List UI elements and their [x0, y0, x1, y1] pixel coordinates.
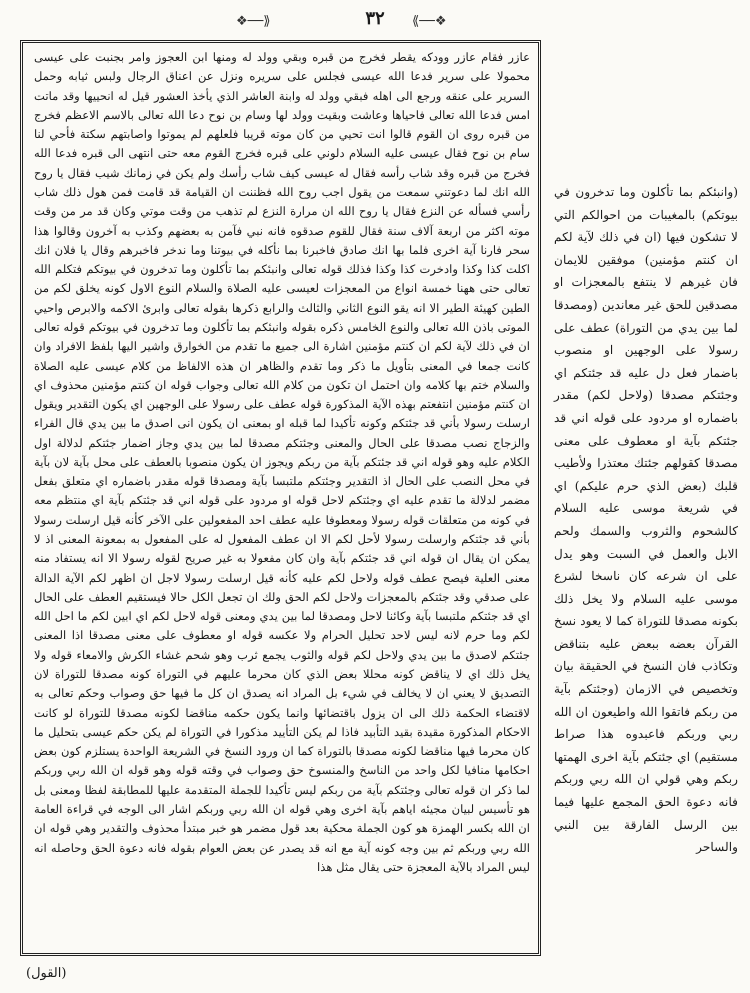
- page-number: ٣٢: [365, 8, 385, 29]
- main-commentary-text: [34, 48, 530, 950]
- catchword: (القول): [26, 966, 67, 981]
- margin-commentary: [554, 181, 738, 855]
- page-header: [0, 6, 750, 32]
- header-ornament-right: ⟪──❖: [412, 14, 447, 29]
- margin-paragraph: (وانبئكم بما تأكلون وما تدخرون في بيوتكم) بالمغيبات من احوالكم التي لا تشكون فيها (ان في ذلك لآية لكم ان كنتم مؤمنين) موفقين للايمان فان غيرهم لا ينتفع بالمعجزات او مصدقين للحق غير معاندين (ومصدقا لما بين يدي من التوراة) عطف على رسولا على الوجهين او منصوب باضمار فعل دل عليه قد جئتكم اي وجئتكم مصدقا (ولاحل لكم) مقدر باضماره او مردود على قوله اني قد جئتكم بآية او معطوف على معنى مصدقا كقولهم جئتك معتذرا ولأطيب قلبك (بعض الذي حرم عليكم) اي في شريعة موسى عليه السلام كالشحوم والثروب والسمك ولحم الابل والعمل في السبت وهو يدل على ان شرعه كان ناسخا لشرع موسى عليه السلام ولا يخل ذلك بكونه مصدقا للتوراة كما لا يعود نسخ القرآن بعضه ببعض عليه بتناقض وتكاذب فان النسخ في الحقيقة بيان وتخصيص في الازمان (وجئتكم بآية من ربكم فاتقوا الله واطيعون ان الله ربي وربكم فاعبدوه هذا صراط مستقيم) اي جئتكم بآية اخرى الهمتها ربكم وهي قولي ان الله ربي وربكم فانه دعوة الحق المجمع عليها فيما بين الرسل الفارقة بين النبي والساحر: [554, 185, 738, 855]
- commentary-paragraph: عازر فقام عازر وودكه يقطر فخرج من قبره وبقي وولد له ومنها ابن العجوز وامر بجنبت على عيسى محمولا على سرير فدعا الله عيسى فجلس على سريره ونزل عن اعناق الرجال ولبس ثيابه وحمل السرير على عنقه ورجع الى اهله فبقي وولد له وابنة العاشر الذي يأخذ العشور قيل له انحييها وقد ماتت امس فدعا الله تعالى فاحياها وعاشت وبقيت وولد لها وسام بن نوح دعا الله تعالى بالاسم الاعظم فخرج من قبره روى ان القوم قالوا انت تحيي من كان موته قريبا فلعلهم لم يموتوا واصابتهم سكتة فأحي لنا سام بن نوح فقال عيسى عليه السلام دلوني على قبره فخرج القوم معه حتى انتهى الى قبره فدعا الله فخرج من قبره وقد شاب رأسه فقال له عيسى كيف شاب رأسك ولم يكن في زمانك شيب فقال يا روح الله انك لما دعوتني سمعت من يقول اجب روح الله فظننت ان القيامة قد قامت فمن هول ذلك شاب رأسي فسأله عن النزع فقال يا روح الله ان مرارة النزع لم تذهب من وقت موتي وكان قد مر من وقت موته اكثر من اربعة آلاف سنة فقال للقوم صدقوه فانه نبي فآمن به بعضهم وكذب به آخرون وقالوا هذا سحر فارنا آية اخرى فلما بها انك صادق فاخبرنا بما نأكله في بيوتنا وما ندخر فاخبرهم وقال يا فلان انك اكلت كذا وكذا وادخرت كذا وكذا فذلك قوله تعالى وانبئكم بما تأكلون وما تدخرون في بيوتكم فتكلم الله تعالى حتى ههنا خمسة انواع من المعجزات لعيسى عليه الصلاة والسلام النوع الاول كونه يخلق لكم من الطين كهيئة الطير الا انه يقو النوع الثاني والثالث والرابع ذكرها بقوله تعالى وابرئ الاكمه والابرص واحيي الموتى باذن الله تعالى والنوع الخامس ذكره بقوله وانبئكم بما تأكلون وما تدخرون في بيوتكم قوله تعالى ان في ذلك لآية لكم ان كنتم مؤمنين اشارة الى جميع ما تقدم من الخوارق واشير اليها بلفظ الافراد وان كانت جمعا في المعنى بتأويل ما ذكر وما تقدم والظاهر ان هذه الالفاظ من كلام عيسى عليه الصلاة والسلام ختم بها كلامه وان احتمل ان تكون من كلام الله تعالى وجواب قوله ان كنتم مؤمنين محذوف اي ان كنتم مؤمنين انتفعتم بهذه الآية المذكورة قوله عطف على رسولا على الوجهين اي يكون التقدير ويقول ارسلت رسولا بأني قد جئتكم وكونه تأكيدا لما قبله او بمعنى ان يكون انى اصدق ما بين يدي قال الفراء والزجاج نصب مصدقا على الحال والمعنى وجئتكم مصدقا لما بين يدي وجاز اضمار جئتكم لدلالة اول الكلام عليه وهو قوله اني قد جئتكم بآية من ربكم ويجوز ان يكون منصوبا بالعطف على محل بآية لان بآية في محل النصب على الحال اذ التقدير وجئتكم ملتبسا بآية ومصدقا قوله مقدر باضماره اي متعلق بفعل مضمر لدلالة ما تقدم عليه اي وجئتكم لاحل قوله او مردود على قوله اني قد جئتكم بآية اي منتظم معه في كونه من متعلقات قوله رسولا ومعطوفا عليه عطف احد المفعولين على الآخر كأنه قيل ارسلت رسولا بأني قد جئتكم وارسلت رسولا لأحل لكم الا ان عطف المفعول له على المفعول به بمعونة المعنى اذ لا يمكن ان يقال ان قوله اني قد جئتكم بآية وان كان مفعولا به غير صريح لقوله رسولا الا انه يستفاد منه معنى العلية فيصح عطف قوله ولاحل لكم عليه كأنه قيل ارسلت رسولا لاجل ان اظهر لكم الآية الدالة على صدقي وقد جئتكم بالمعجزات ولاحل لكم الحق ولك ان تجعل الكل حالا فيستقيم العطف على الحال اي قد جئتكم ملتبسا بآية وكائنا لاحل ومصدقا لما بين يدي ومعنى قوله لاحل لكم اي ابين لكم ما احل الله لكم وما حرم لانه ليس لاحد تحليل الحرام ولا عكسه قوله او معطوف على معنى مصدقا اذا المعنى جئتكم لاصدق ما بين يدي ولاحل لكم قوله والثوب يجمع ثرب وهو شحم غشاء الكرش والامعاء قوله ولا يخل ذلك اي لا يناقض كونه محللا بعض الذي كان محرما عليهم في التوراة كونه مصدقا للتوراة لان التصديق لا يعني ان لا يخالف في شيء بل المراد انه يصدق ان كل ما فيها حق وصواب وحكم تعالى به لاقتضاء الحكمة ذلك الى ان يزول باقتضائها وانما يكون حكمه مناقضا لكونه مصدقا للتوراة لو كانت الاحكام المذكورة مقيدة بقيد التأبيد فاذا لم يكن التأييد مذكورا في التوراة لم يكن حكم عيسى بتحليل ما كان محرما فيها مناقضا لكونه مصدقا بالتوراة كما ان ورود النسخ في الشريعة الواحدة يستلزم كون بعض احكامها منافيا لكل واحد من الناسخ والمنسوخ حق وصواب في وقته قوله وهو قوله ان الله ربي وربكم لما ذكر ان قوله تعالى وجئتكم بآية من ربكم ليس تأكيدا للجملة المتقدمة عليها للمطابقة لفظا ومعنى بل هو تأسيس لبيان مجيئه اياهم بآية اخرى وهي قوله ان الله ربي وربكم اشار الى الوجه في قراءة العامة ان الله بكسر الهمزة هو كون الجملة محكية بعد قول مضمر هو خبر مبتدأ محذوف والتقدير وهي قوله ان الله ربي وربكم ثم بين وجه كونه آية مع انه قد يصدر عن بعض العوام بقوله فانه دعوة الحق وحاصله انه ليس المراد بالآية المعجزة حتى يقال مثل هذا: [34, 50, 530, 874]
- header-ornament-left: ❖──⟫: [236, 14, 271, 29]
